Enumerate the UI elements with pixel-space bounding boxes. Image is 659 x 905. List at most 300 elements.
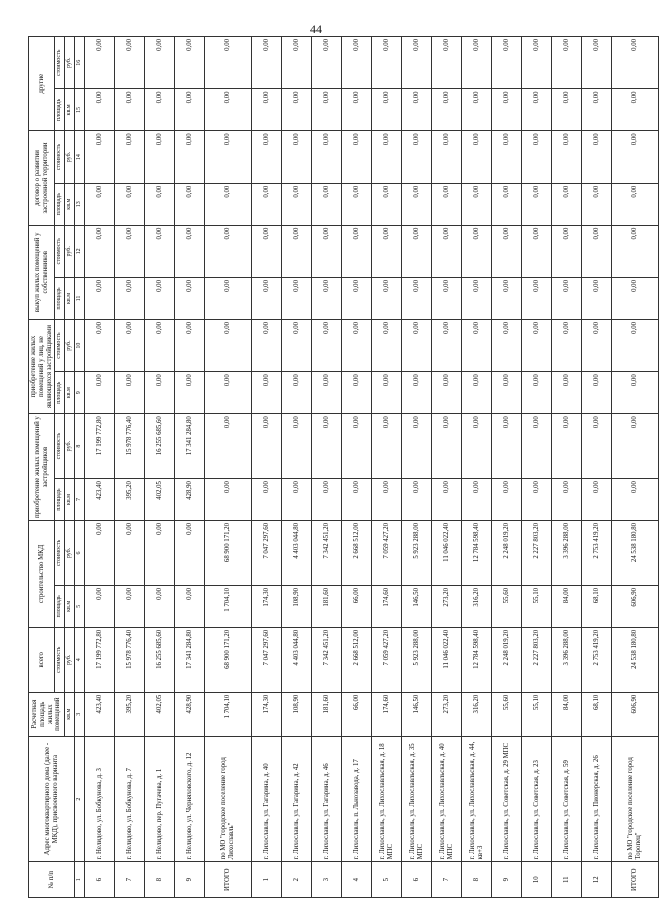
- row-address: г. Лихославль, ул. Советская, д. 29 МПС: [492, 736, 522, 862]
- row-value: 0,00: [582, 319, 612, 371]
- row-address: г. Лихославль, ул. Лихославльская, д. 35 МПС: [402, 736, 432, 862]
- row-value: 0,00: [372, 183, 402, 225]
- row-value: 0,00: [115, 225, 145, 277]
- row-value: 0,00: [312, 278, 342, 320]
- row-value: 0,00: [372, 414, 402, 479]
- row-value: 0,00: [432, 225, 462, 277]
- row-value: 0,00: [582, 37, 612, 89]
- row-value: 0,00: [522, 89, 552, 131]
- row-value: 0,00: [175, 585, 205, 627]
- row-value: 0,00: [145, 278, 175, 320]
- row-value: 0,00: [205, 414, 252, 479]
- row-value: 0,00: [462, 319, 492, 371]
- table-row: [432, 37, 462, 898]
- row-value: 0,00: [175, 131, 205, 183]
- row-number: ИТОГО: [612, 862, 659, 898]
- row-value: 0,00: [402, 319, 432, 371]
- row-number: ИТОГО: [205, 862, 252, 898]
- row-value: 0,00: [252, 225, 282, 277]
- header-area: площадь: [55, 278, 65, 320]
- row-value: 181,60: [312, 692, 342, 736]
- row-value: 17 199 772,80: [85, 414, 115, 479]
- column-number: 3: [75, 692, 85, 736]
- row-value: 0,00: [372, 278, 402, 320]
- column-number: 14: [75, 131, 85, 183]
- row-value: 0,00: [252, 278, 282, 320]
- unit-sqm: кв.м: [65, 278, 75, 320]
- row-number: 7: [432, 862, 462, 898]
- row-value: 0,00: [372, 131, 402, 183]
- row-address: г. Нелидово, ул. Бобкунова, д. 3: [85, 736, 115, 862]
- row-value: 17 341 284,80: [175, 627, 205, 692]
- unit-rub: руб.: [65, 319, 75, 371]
- row-value: 0,00: [342, 37, 372, 89]
- row-value: 0,00: [372, 319, 402, 371]
- row-value: 0,00: [252, 37, 282, 89]
- table-row: [582, 37, 612, 898]
- row-value: 68,10: [582, 692, 612, 736]
- row-value: 7 047 297,60: [252, 520, 282, 585]
- row-value: 17 199 772,80: [85, 627, 115, 692]
- row-value: 0,00: [522, 414, 552, 479]
- row-value: 0,00: [402, 278, 432, 320]
- row-value: 174,30: [252, 692, 282, 736]
- column-number: 1: [75, 862, 85, 898]
- row-value: 11 046 022,40: [432, 627, 462, 692]
- row-value: 0,00: [522, 479, 552, 521]
- row-value: 12 784 598,40: [462, 520, 492, 585]
- row-value: 174,60: [372, 585, 402, 627]
- row-value: 0,00: [85, 372, 115, 414]
- header-group-developers: приобретение жилых помещений у застройщиков: [29, 414, 55, 521]
- row-value: 0,00: [552, 131, 582, 183]
- total-row: [205, 37, 252, 898]
- row-value: 428,90: [175, 479, 205, 521]
- row-value: 0,00: [175, 278, 205, 320]
- row-value: 0,00: [492, 89, 522, 131]
- row-value: 0,00: [492, 372, 522, 414]
- table-row: [552, 37, 582, 898]
- column-number: 7: [75, 479, 85, 521]
- row-value: 0,00: [175, 520, 205, 585]
- row-value: 0,00: [312, 131, 342, 183]
- row-value: 0,00: [552, 37, 582, 89]
- row-value: 55,60: [492, 585, 522, 627]
- row-value: 0,00: [462, 225, 492, 277]
- row-value: 0,00: [432, 479, 462, 521]
- unit-sqm: кв.м: [65, 479, 75, 521]
- row-value: 0,00: [372, 89, 402, 131]
- unit-rub: руб.: [65, 37, 75, 89]
- table-row: [312, 37, 342, 898]
- row-value: 0,00: [342, 131, 372, 183]
- row-value: 0,00: [492, 414, 522, 479]
- column-number: 4: [75, 627, 85, 692]
- row-value: 15 978 776,40: [115, 414, 145, 479]
- row-address: г. Лихославль, ул. Пионерская, д. 26: [582, 736, 612, 862]
- row-value: 0,00: [492, 131, 522, 183]
- row-value: 0,00: [492, 225, 522, 277]
- row-value: 4 403 044,80: [282, 627, 312, 692]
- row-value: 0,00: [522, 372, 552, 414]
- row-address: г. Нелидово, пер. Пугачева, д. 1: [145, 736, 175, 862]
- row-value: 0,00: [312, 183, 342, 225]
- column-number: 13: [75, 183, 85, 225]
- table-row: [175, 37, 205, 898]
- header-cost: стоимость: [55, 520, 65, 585]
- row-value: 428,90: [175, 692, 205, 736]
- row-number: 12: [582, 862, 612, 898]
- row-value: 0,00: [282, 131, 312, 183]
- row-value: 0,00: [612, 414, 659, 479]
- row-value: 0,00: [462, 37, 492, 89]
- row-value: 316,20: [462, 692, 492, 736]
- row-value: 0,00: [612, 225, 659, 277]
- row-value: 0,00: [115, 319, 145, 371]
- row-value: 0,00: [205, 131, 252, 183]
- row-value: 0,00: [205, 89, 252, 131]
- row-value: 0,00: [282, 414, 312, 479]
- row-number: 6: [85, 862, 115, 898]
- row-value: 0,00: [552, 319, 582, 371]
- row-value: 0,00: [492, 37, 522, 89]
- row-value: 55,10: [522, 692, 552, 736]
- column-number: 10: [75, 319, 85, 371]
- row-value: 11 046 022,40: [432, 520, 462, 585]
- row-address: по МО "городское поселение город Торопец": [612, 736, 659, 862]
- row-value: 24 538 180,80: [612, 520, 659, 585]
- row-value: 0,00: [612, 89, 659, 131]
- row-value: 0,00: [342, 372, 372, 414]
- row-value: 606,90: [612, 585, 659, 627]
- row-address: по МО "городское поселение город Лихославль": [205, 736, 252, 862]
- row-value: 0,00: [145, 37, 175, 89]
- row-value: 16 255 685,60: [145, 627, 175, 692]
- row-value: 0,00: [612, 278, 659, 320]
- row-value: 0,00: [85, 520, 115, 585]
- row-value: 0,00: [432, 372, 462, 414]
- housing-table: [28, 36, 659, 898]
- header-area: площадь: [55, 372, 65, 414]
- row-value: 0,00: [145, 520, 175, 585]
- row-value: 0,00: [145, 89, 175, 131]
- row-address: г. Лихославль, ул. Лихославльская, д. 40 МПС: [432, 736, 462, 862]
- row-value: 0,00: [205, 37, 252, 89]
- row-value: 0,00: [252, 372, 282, 414]
- row-value: 0,00: [312, 414, 342, 479]
- row-value: 0,00: [342, 225, 372, 277]
- row-value: 12 784 598,40: [462, 627, 492, 692]
- row-value: 0,00: [145, 319, 175, 371]
- column-number: 11: [75, 278, 85, 320]
- row-value: 0,00: [522, 319, 552, 371]
- row-number: 3: [312, 862, 342, 898]
- table-row: [462, 37, 492, 898]
- row-value: 0,00: [175, 225, 205, 277]
- row-value: 84,00: [552, 585, 582, 627]
- row-value: 0,00: [552, 414, 582, 479]
- row-value: 0,00: [145, 225, 175, 277]
- row-value: 0,00: [552, 278, 582, 320]
- row-value: 0,00: [85, 278, 115, 320]
- row-value: 0,00: [402, 372, 432, 414]
- row-number: 5: [372, 862, 402, 898]
- row-value: 1 704,10: [205, 692, 252, 736]
- row-value: 0,00: [462, 278, 492, 320]
- row-number: 11: [552, 862, 582, 898]
- row-value: 0,00: [175, 183, 205, 225]
- row-address: г. Лихославль, ул. Советская, д. 23: [522, 736, 552, 862]
- row-value: 0,00: [402, 89, 432, 131]
- row-address: г. Лихославль, п. Льнозавода, д. 17: [342, 736, 372, 862]
- unit-rub: руб.: [65, 627, 75, 692]
- row-value: 0,00: [312, 37, 342, 89]
- row-value: 0,00: [432, 278, 462, 320]
- row-value: 108,90: [282, 585, 312, 627]
- row-value: 0,00: [462, 183, 492, 225]
- row-value: 273,20: [432, 692, 462, 736]
- row-value: 0,00: [432, 183, 462, 225]
- column-number: 16: [75, 37, 85, 89]
- row-value: 0,00: [462, 414, 492, 479]
- row-value: 0,00: [205, 372, 252, 414]
- row-value: 0,00: [205, 479, 252, 521]
- column-number: 15: [75, 89, 85, 131]
- row-value: 2 668 512,00: [342, 627, 372, 692]
- header-cost: стоимость: [55, 37, 65, 89]
- row-value: 0,00: [582, 414, 612, 479]
- row-value: 0,00: [85, 131, 115, 183]
- row-value: 1 704,10: [205, 585, 252, 627]
- row-value: 0,00: [582, 225, 612, 277]
- column-number: 2: [75, 736, 85, 862]
- row-value: 174,30: [252, 585, 282, 627]
- row-value: 0,00: [402, 131, 432, 183]
- row-value: 0,00: [252, 479, 282, 521]
- row-value: 0,00: [612, 37, 659, 89]
- row-value: 4 403 044,80: [282, 520, 312, 585]
- row-value: 402,05: [145, 479, 175, 521]
- row-value: 2 753 419,20: [582, 520, 612, 585]
- row-value: 0,00: [582, 183, 612, 225]
- row-value: 7 059 427,20: [372, 627, 402, 692]
- header-group-buyout: выкуп жилых помещений у собственников: [29, 225, 55, 319]
- row-address: г. Лихославль, ул. Советская, д. 59: [552, 736, 582, 862]
- row-value: 0,00: [252, 319, 282, 371]
- row-value: 0,00: [552, 372, 582, 414]
- row-value: 0,00: [372, 479, 402, 521]
- row-value: 0,00: [522, 183, 552, 225]
- header-area: площадь: [55, 585, 65, 627]
- row-value: 0,00: [372, 225, 402, 277]
- row-value: 0,00: [205, 225, 252, 277]
- column-number: 8: [75, 414, 85, 479]
- column-number-row: [75, 37, 85, 898]
- row-address: г. Лихославль, ул. Гагарина, д. 42: [282, 736, 312, 862]
- row-value: 0,00: [282, 183, 312, 225]
- header-cost: стоимость: [55, 414, 65, 479]
- column-number: 12: [75, 225, 85, 277]
- row-value: 146,50: [402, 585, 432, 627]
- row-value: 402,05: [145, 692, 175, 736]
- header-group-other: другие: [29, 37, 55, 131]
- header-group-total: всего: [29, 627, 55, 692]
- row-value: 55,60: [492, 692, 522, 736]
- row-value: 0,00: [175, 89, 205, 131]
- row-value: 0,00: [85, 585, 115, 627]
- row-value: 0,00: [115, 520, 145, 585]
- row-value: 68 900 171,20: [205, 627, 252, 692]
- row-value: 0,00: [612, 479, 659, 521]
- header-cost: стоимость: [55, 225, 65, 277]
- row-value: 0,00: [115, 585, 145, 627]
- rotated-table-wrapper: [28, 36, 643, 898]
- row-value: 0,00: [145, 585, 175, 627]
- row-value: 0,00: [582, 278, 612, 320]
- column-number: 6: [75, 520, 85, 585]
- row-value: 0,00: [462, 479, 492, 521]
- row-value: 0,00: [115, 37, 145, 89]
- row-number: 10: [522, 862, 552, 898]
- row-value: 273,20: [432, 585, 462, 627]
- row-value: 0,00: [342, 414, 372, 479]
- row-value: 0,00: [282, 372, 312, 414]
- row-value: 0,00: [282, 225, 312, 277]
- row-value: 0,00: [582, 479, 612, 521]
- row-value: 0,00: [462, 89, 492, 131]
- row-value: 0,00: [552, 479, 582, 521]
- row-value: 0,00: [402, 225, 432, 277]
- unit-sqm: кв.м: [65, 183, 75, 225]
- row-value: 16 255 685,60: [145, 414, 175, 479]
- row-value: 0,00: [145, 183, 175, 225]
- row-value: 0,00: [252, 131, 282, 183]
- header-area: площадь: [55, 479, 65, 521]
- table-row: [342, 37, 372, 898]
- row-value: 0,00: [115, 278, 145, 320]
- row-value: 0,00: [432, 89, 462, 131]
- row-value: 84,00: [552, 692, 582, 736]
- row-value: 0,00: [115, 183, 145, 225]
- row-value: 0,00: [492, 319, 522, 371]
- row-value: 0,00: [312, 372, 342, 414]
- row-number: 8: [145, 862, 175, 898]
- row-value: 0,00: [85, 89, 115, 131]
- row-value: 0,00: [612, 183, 659, 225]
- row-value: 0,00: [402, 414, 432, 479]
- row-value: 2 227 803,20: [522, 627, 552, 692]
- row-number: 1: [252, 862, 282, 898]
- table-row: [282, 37, 312, 898]
- row-value: 0,00: [342, 479, 372, 521]
- unit-sqm: кв.м: [65, 372, 75, 414]
- row-value: 0,00: [552, 225, 582, 277]
- header-total-area: Расчетная площадь жилых помещений: [29, 692, 65, 736]
- row-value: 0,00: [145, 372, 175, 414]
- row-value: 0,00: [612, 372, 659, 414]
- page-number: 44: [310, 22, 322, 36]
- table-row: [252, 37, 282, 898]
- row-value: 0,00: [612, 319, 659, 371]
- row-value: 7 047 297,60: [252, 627, 282, 692]
- row-value: 0,00: [552, 89, 582, 131]
- table-row: [372, 37, 402, 898]
- row-value: 0,00: [175, 319, 205, 371]
- row-value: 0,00: [432, 131, 462, 183]
- row-value: 0,00: [612, 131, 659, 183]
- row-value: 5 923 288,00: [402, 627, 432, 692]
- row-number: 8: [462, 862, 492, 898]
- row-value: 0,00: [522, 131, 552, 183]
- row-value: 0,00: [342, 183, 372, 225]
- row-address: г. Лихославль, ул. Лихославльская, д. 18 МПС: [372, 736, 402, 862]
- row-value: 0,00: [252, 89, 282, 131]
- header-group-construction: строительство МКД: [29, 520, 55, 627]
- row-value: 0,00: [522, 37, 552, 89]
- row-value: 0,00: [582, 89, 612, 131]
- row-value: 606,90: [612, 692, 659, 736]
- row-value: 2 248 019,20: [492, 627, 522, 692]
- row-value: 423,40: [85, 479, 115, 521]
- row-value: 0,00: [432, 319, 462, 371]
- table-body: [85, 37, 659, 898]
- row-value: 3 396 288,00: [552, 627, 582, 692]
- row-value: 395,20: [115, 479, 145, 521]
- row-address: г. Лихославль, ул. Лихославльская, д. 44, кв+3: [462, 736, 492, 862]
- column-number: 9: [75, 372, 85, 414]
- row-value: 316,20: [462, 585, 492, 627]
- row-value: 0,00: [115, 131, 145, 183]
- row-value: 0,00: [85, 37, 115, 89]
- row-value: 0,00: [252, 183, 282, 225]
- header-no: № п/п: [29, 862, 75, 898]
- row-value: 68,10: [582, 585, 612, 627]
- row-value: 0,00: [342, 89, 372, 131]
- row-value: 66,00: [342, 585, 372, 627]
- row-value: 0,00: [372, 372, 402, 414]
- row-value: 108,90: [282, 692, 312, 736]
- header-area: площадь: [55, 183, 65, 225]
- row-value: 0,00: [492, 479, 522, 521]
- row-value: 0,00: [312, 319, 342, 371]
- row-value: 0,00: [282, 479, 312, 521]
- row-value: 0,00: [252, 414, 282, 479]
- row-value: 0,00: [175, 37, 205, 89]
- row-value: 0,00: [145, 131, 175, 183]
- row-value: 17 341 284,80: [175, 414, 205, 479]
- row-number: 2: [282, 862, 312, 898]
- row-value: 174,60: [372, 692, 402, 736]
- row-value: 2 248 019,20: [492, 520, 522, 585]
- header-cost: стоимость: [55, 131, 65, 183]
- header-cost: стоимость: [55, 627, 65, 692]
- row-value: 3 396 288,00: [552, 520, 582, 585]
- row-value: 146,50: [402, 692, 432, 736]
- row-value: 0,00: [115, 89, 145, 131]
- row-value: 0,00: [432, 37, 462, 89]
- total-row: [612, 37, 659, 898]
- row-value: 0,00: [342, 278, 372, 320]
- row-value: 7 342 451,20: [312, 627, 342, 692]
- row-value: 24 538 180,80: [612, 627, 659, 692]
- row-number: 6: [402, 862, 432, 898]
- row-number: 9: [175, 862, 205, 898]
- row-value: 15 978 776,40: [115, 627, 145, 692]
- row-value: 0,00: [492, 183, 522, 225]
- row-value: 0,00: [522, 278, 552, 320]
- header-group-non-developers: приобретение жилых помещений у лиц, не являющихся застройщиками: [29, 319, 55, 413]
- row-value: 0,00: [402, 479, 432, 521]
